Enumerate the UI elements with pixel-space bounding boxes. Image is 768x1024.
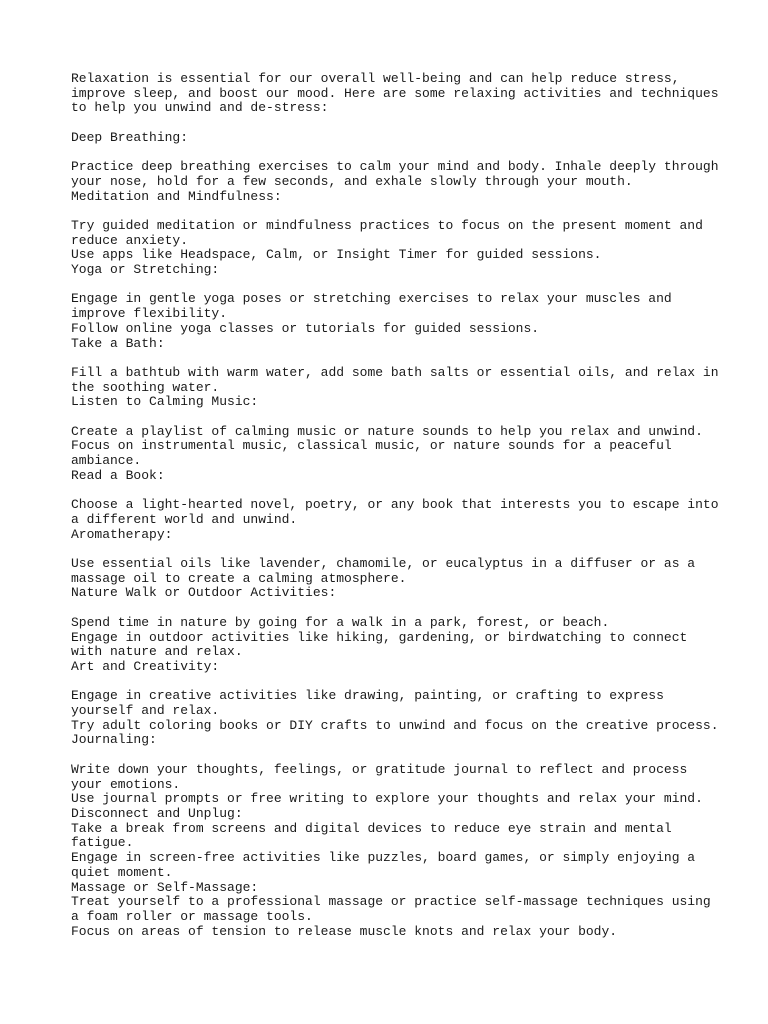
document-line: ambiance. [71,453,142,469]
document-line: to help you unwind and de-stress: [71,100,329,116]
document-line [71,748,711,763]
document-line [71,410,711,425]
document-line: improve flexibility. [71,306,228,322]
document-line: your emotions. [71,776,181,792]
document-line: fatigue. [71,835,134,851]
document-line [71,278,711,293]
document-line: Follow online yoga classes or tutorials for guided sessions. [71,320,540,336]
document-line [71,351,711,366]
document-line: Try guided meditation or mindfulness practices to focus on the present moment and [71,217,703,233]
document-line: Write down your thoughts, feelings, or gratitude journal to reflect and process [71,761,688,777]
document-line: Engage in outdoor activities like hiking, gardening, or birdwatching to connect [71,629,688,645]
document-body [71,71,719,939]
document-line: Fill a bathtub with warm water, add some bath salts or essential oils, and relax in [71,364,719,380]
document-line: Engage in creative activities like drawing, painting, or crafting to express [71,688,664,704]
document-line: Massage or Self-Massage: [71,879,259,895]
document-line: a different world and unwind. [71,511,298,527]
document-line: Aromatherapy: [71,526,173,542]
document-line: Use journal prompts or free writing to explore your thoughts and relax your mind. [71,791,703,807]
document-line: quiet moment. [71,864,173,880]
document-line: a foam roller or massage tools. [71,908,313,924]
document-line: Take a Bath: [71,335,165,351]
document-line: Treat yourself to a professional massage or practice self-massage techniques using [71,894,711,910]
document-line: Nature Walk or Outdoor Activities: [71,585,337,601]
document-line: with nature and relax. [71,644,243,660]
document-line [71,204,711,219]
document-line [71,542,711,557]
document-line: Practice deep breathing exercises to calm your mind and body. Inhale deeply through [71,159,719,175]
document-line: Focus on areas of tension to release muscle knots and relax your body. [71,923,618,939]
document-line: Relaxation is essential for our overall well-being and can help reduce stress, [71,71,680,86]
document-line: Take a break from screens and digital devices to reduce eye strain and mental [71,820,672,836]
document-line: Try adult coloring books or DIY crafts to unwind and focus on the creative process. [71,717,719,733]
document-line: your nose, hold for a few seconds, and exhale slowly through your mouth. [71,173,633,189]
document-line [71,675,711,690]
document-line: Use essential oils like lavender, chamomile, or eucalyptus in a diffuser or as a [71,556,696,572]
document-line: Focus on instrumental music, classical music, or nature sounds for a peaceful [71,438,672,454]
document-line [71,116,711,131]
document-line: Spend time in nature by going for a walk in a park, forest, or beach. [71,614,610,630]
document-line: Choose a light-hearted novel, poetry, or any book that interests you to escape into [71,497,719,513]
document-line: Deep Breathing: [71,129,189,145]
document-line: Disconnect and Unplug: [71,805,243,821]
document-line: Engage in gentle yoga poses or stretching exercises to relax your muscles and [71,291,672,307]
document-line: Create a playlist of calming music or nature sounds to help you relax and unwind. [71,423,703,439]
document-line: Listen to Calming Music: [71,394,259,410]
document-line: Art and Creativity: [71,658,220,674]
document-line: Meditation and Mindfulness: [71,188,282,204]
document-line: improve sleep, and boost our mood. Here are some relaxing activities and techniques [71,85,719,101]
document-line: the soothing water. [71,379,220,395]
document-line: Yoga or Stretching: [71,262,220,278]
document-line: Read a Book: [71,467,165,483]
document-line [71,146,711,161]
document-line: Use apps like Headspace, Calm, or Insight Timer for guided sessions. [71,247,602,263]
document-line [71,484,711,499]
document-line [71,601,711,616]
document-line: reduce anxiety. [71,232,189,248]
document-line: yourself and relax. [71,703,220,719]
document-line: massage oil to create a calming atmosphere. [71,570,407,586]
document-line: Journaling: [71,732,157,748]
document-line: Engage in screen-free activities like puzzles, board games, or simply enjoying a [71,850,696,866]
